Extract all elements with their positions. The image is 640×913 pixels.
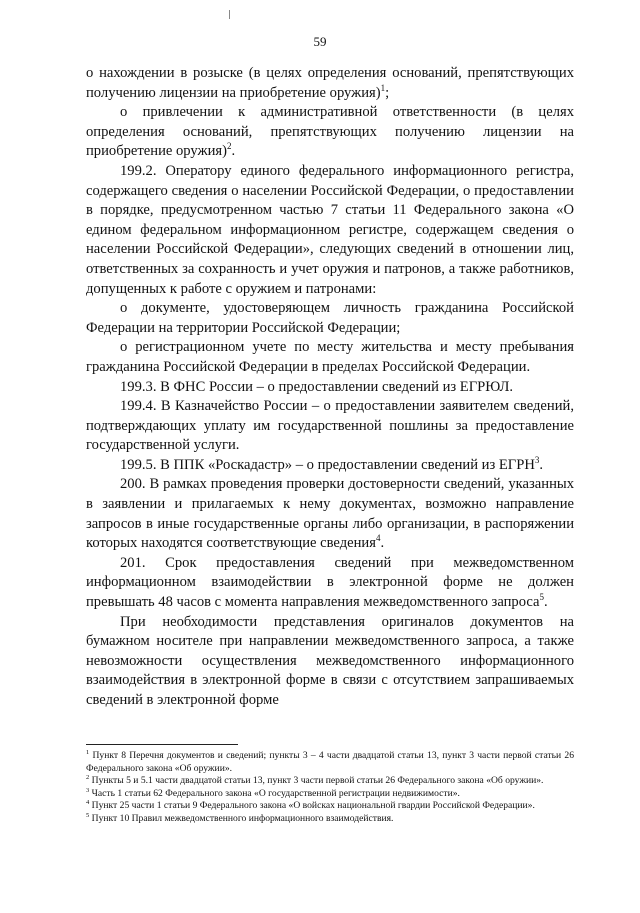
- footnote-ref: 5: [539, 592, 545, 603]
- paragraph: 200. В рамках проведения проверки достоверности сведений, указанных в заявлении и прилагаемых к нему документах, возможно направление запросов в иные государственные органы либо организации, в распоряжении которых находятся соответствующие сведения$^4$.: [86, 476, 574, 552]
- paragraph: о нахождении в розыске (в целях определения оснований, препятствующих получению лицензии на приобретение оружия)$^1$;: [86, 65, 574, 101]
- footnote: $^1$ Пункт 8 Перечня документов и сведений; пункты 3 – 4 части двадцатой статьи 13, пункт 3 части первой статьи 26 Федерального закона «Об оружии».: [86, 749, 574, 774]
- body-text: [86, 64, 574, 711]
- paragraph: 199.3. В ФНС России – о предоставлении сведений из ЕГРЮЛ.: [120, 378, 514, 395]
- footnote-ref: 4: [375, 533, 381, 544]
- footnote-ref: 3: [534, 454, 540, 465]
- footnote: $^4$ Пункт 25 части 1 статьи 9 Федерального закона «О войсках национальной гвардии Российской Федерации».: [86, 799, 535, 812]
- footnote: $^5$ Пункт 10 Правил межведомственного информационного взаимодействия.: [86, 811, 394, 824]
- page-number: 59: [313, 34, 327, 49]
- scan-mark: [229, 10, 230, 19]
- paragraph: о документе, удостоверяющем личность гражданина Российской Федерации на территории Российской Федерации;: [86, 300, 574, 336]
- footnote-ref: 1: [380, 82, 386, 93]
- paragraph: о регистрационном учете по месту жительства и месту пребывания гражданина Российской Федерации в пределах Российской Федерации.: [86, 339, 574, 375]
- footnote: $^3$ Часть 1 статьи 62 Федерального закона «О государственной регистрации недвижимости».: [86, 786, 460, 799]
- footnote-ref: 2: [227, 141, 232, 152]
- paragraph: 201. Срок предоставления сведений при межведомственном информационном взаимодействии в электронной форме не должен превышать 48 часов с момента направления межведомственного запроса$^5$.: [86, 554, 574, 611]
- paragraph: 199.4. В Казначейство России – о предоставлении заявителем сведений, подтверждающих уплату им государственной пошлины за предоставление государственной услуги.: [86, 398, 574, 454]
- paragraph: При необходимости представления оригиналов документов на бумажном носителе при направлении межведомственного запроса, а также невозможности осуществления межведомственного информационного взаимодействия в электронной форме в связи с отсутствием запрашиваемых сведений в электронной форме: [86, 613, 574, 708]
- paragraph: 199.5. В ППК «Роскадастр» – о предоставлении сведений из ЕГРН$^3$.: [120, 454, 544, 473]
- footnotes: [86, 750, 574, 826]
- paragraph: о привлечении к административной ответственности (в целях определения оснований, препятствующих получению лицензии на приобретение оружия)$^2$.: [86, 104, 574, 160]
- footnote-divider: [86, 744, 238, 745]
- footnote: $^2$ Пункты 5 и 5.1 части двадцатой статьи 13, пункт 3 части первой статьи 26 Федерального закона «Об оружии».: [86, 774, 544, 787]
- paragraph: 199.2. Оператору единого федерального информационного регистра, содержащего сведения о населении Российской Федерации, о предоставлении в порядке, предусмотренном частью 7 статьи 11 Федерального закона «О едином федеральном информационном регистре, содержащем сведения о населении Российской Федерации», следующих сведений в отношении лиц, ответственных за сохранность и учет оружия и патронов, а также работников, допущенных к работе с оружием и патронами:: [86, 162, 574, 297]
